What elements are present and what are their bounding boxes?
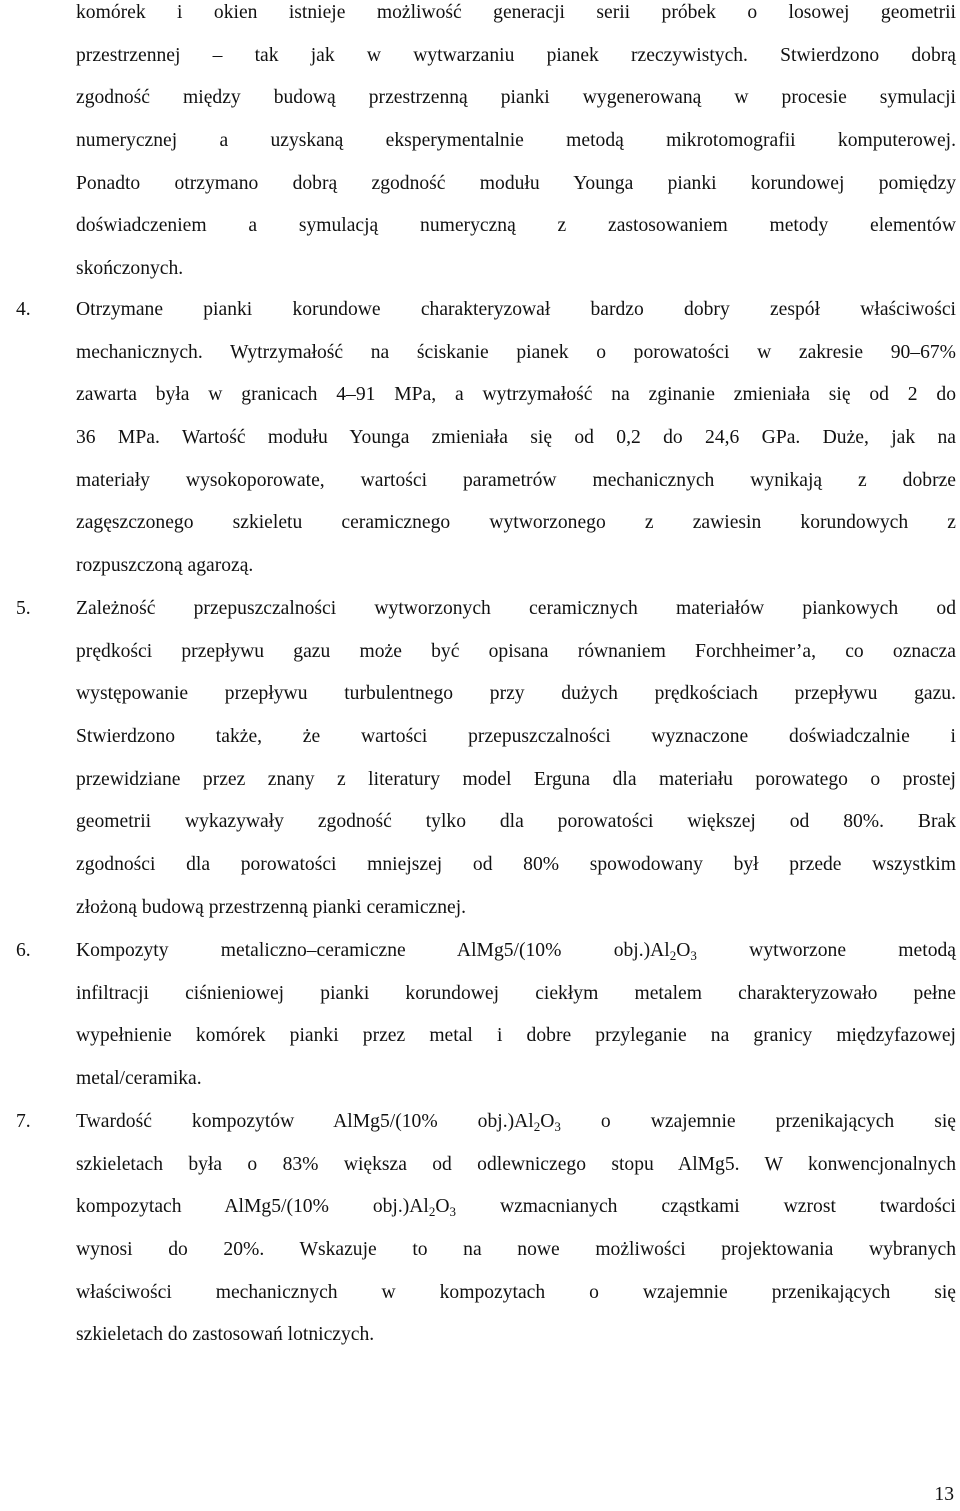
subscript: 2 — [533, 1119, 541, 1134]
text-line: komórek i okien istnieje możliwość generacji serii próbek o losowej geometrii — [76, 2, 956, 23]
text-line: numerycznej a uzyskaną eksperymentalnie metodą mikrotomografii komputerowej. — [76, 130, 956, 152]
text-segment: wytworzone metodą — [696, 940, 956, 961]
list-item-6 — [16, 930, 956, 1101]
text-segment: O — [676, 940, 691, 961]
text-line: geometrii wykazywały zgodność tylko dla porowatości większej od 80%. Brak — [76, 811, 956, 833]
text-segment: Kompozyty metaliczno–ceramiczne AlMg5/(10% obj.)Al — [76, 940, 670, 961]
page-number: 13 — [934, 1484, 954, 1505]
text-line: szkieletach do zastosowań lotniczych. — [76, 1324, 375, 1346]
text-line — [76, 1186, 956, 1229]
intro-paragraph — [76, 0, 956, 291]
text-line: zawarta była w granicach 4–91 MPa, a wytrzymałość na zginanie zmieniała się od 2 do — [76, 384, 956, 406]
text-line: wypełnienie komórek pianki przez metal i dobre przyleganie na granicy międzyfazowej — [76, 1025, 956, 1047]
text-line: szkieletach była o 83% większa od odlewniczego stopu AlMg5. W konwencjonalnych — [76, 1153, 956, 1175]
list-number: 6. — [16, 940, 31, 961]
text-line: przewidziane przez znany z literatury model Erguna dla materiału porowatego o prostej — [76, 768, 956, 790]
text-line: przestrzennej – tak jak w wytwarzaniu pianek rzeczywistych. Stwierdzono dobrą — [76, 44, 956, 66]
text-line: zagęszczonego szkieletu ceramicznego wytworzonego z zawiesin korundowych z — [76, 512, 956, 534]
text-segment: kompozytach AlMg5/(10% obj.)Al — [76, 1196, 429, 1218]
text-segment: wzmacnianych cząstkami wzrost twardości — [456, 1196, 956, 1218]
text-line: mechanicznych. Wytrzymałość na ściskanie pianek o porowatości w zakresie 90–67% — [76, 341, 956, 363]
subscript: 3 — [554, 1119, 561, 1134]
text-line: złożoną budową przestrzenną pianki ceramicznej. — [76, 896, 467, 918]
text-segment: O — [540, 1111, 555, 1132]
text-line: Otrzymane pianki korundowe charakteryzował bardzo dobry zespół właściwości — [76, 299, 956, 320]
text-line: rozpuszczoną agarozą. — [76, 555, 254, 577]
text-line: infiltracji ciśnieniowej pianki korundowej ciekłym metalem charakteryzowało pełne — [76, 982, 956, 1004]
text-line: Zależność przepuszczalności wytworzonych ceramicznych materiałów piankowych od — [76, 598, 956, 619]
text-segment: Twardość kompozytów AlMg5/(10% obj.)Al — [76, 1111, 534, 1132]
text-segment: o wzajemnie przenikających się — [560, 1111, 956, 1132]
text-line: wynosi do 20%. Wskazuje to na nowe możliwości projektowania wybranych — [76, 1239, 956, 1261]
subscript: 3 — [690, 948, 697, 963]
list-item-7 — [16, 1101, 956, 1357]
text-line: materiały wysokoporowate, wartości parametrów mechanicznych wynikają z dobrze — [76, 469, 956, 491]
subscript: 2 — [428, 1204, 436, 1220]
text-segment: O — [435, 1196, 450, 1218]
text-line — [76, 930, 956, 973]
text-line: 36 MPa. Wartość modułu Younga zmieniała się od 0,2 do 24,6 GPa. Duże, jak na — [76, 427, 956, 449]
subscript: 2 — [669, 948, 677, 963]
text-line: skończonych. — [76, 258, 184, 280]
text-line: występowanie przepływu turbulentnego przy dużych prędkościach przepływu gazu. — [76, 683, 956, 705]
list-item-5 — [16, 588, 956, 930]
text-line: zgodności dla porowatości mniejszej od 80% spowodowany był przede wszystkim — [76, 854, 956, 876]
list-number: 5. — [16, 598, 31, 619]
subscript: 3 — [449, 1204, 457, 1220]
text-line — [76, 1101, 956, 1144]
text-line: doświadczeniem a symulacją numeryczną z zastosowaniem metody elementów — [76, 215, 956, 237]
list-number: 4. — [16, 299, 31, 320]
text-line: Ponadto otrzymano dobrą zgodność modułu Younga pianki korundowej pomiędzy — [76, 172, 956, 194]
text-line: prędkości przepływu gazu może być opisana równaniem Forchheimer’a, co oznacza — [76, 640, 956, 662]
text-line: Stwierdzono także, że wartości przepuszczalności wyznaczone doświadczalnie i — [76, 726, 956, 748]
text-line: zgodność między budową przestrzenną pianki wygenerowaną w procesie symulacji — [76, 87, 956, 109]
list-number: 7. — [16, 1111, 31, 1132]
text-line: metal/ceramika. — [76, 1068, 202, 1090]
text-line: właściwości mechanicznych w kompozytach o wzajemnie przenikających się — [76, 1281, 956, 1303]
list-item-4 — [16, 289, 956, 588]
